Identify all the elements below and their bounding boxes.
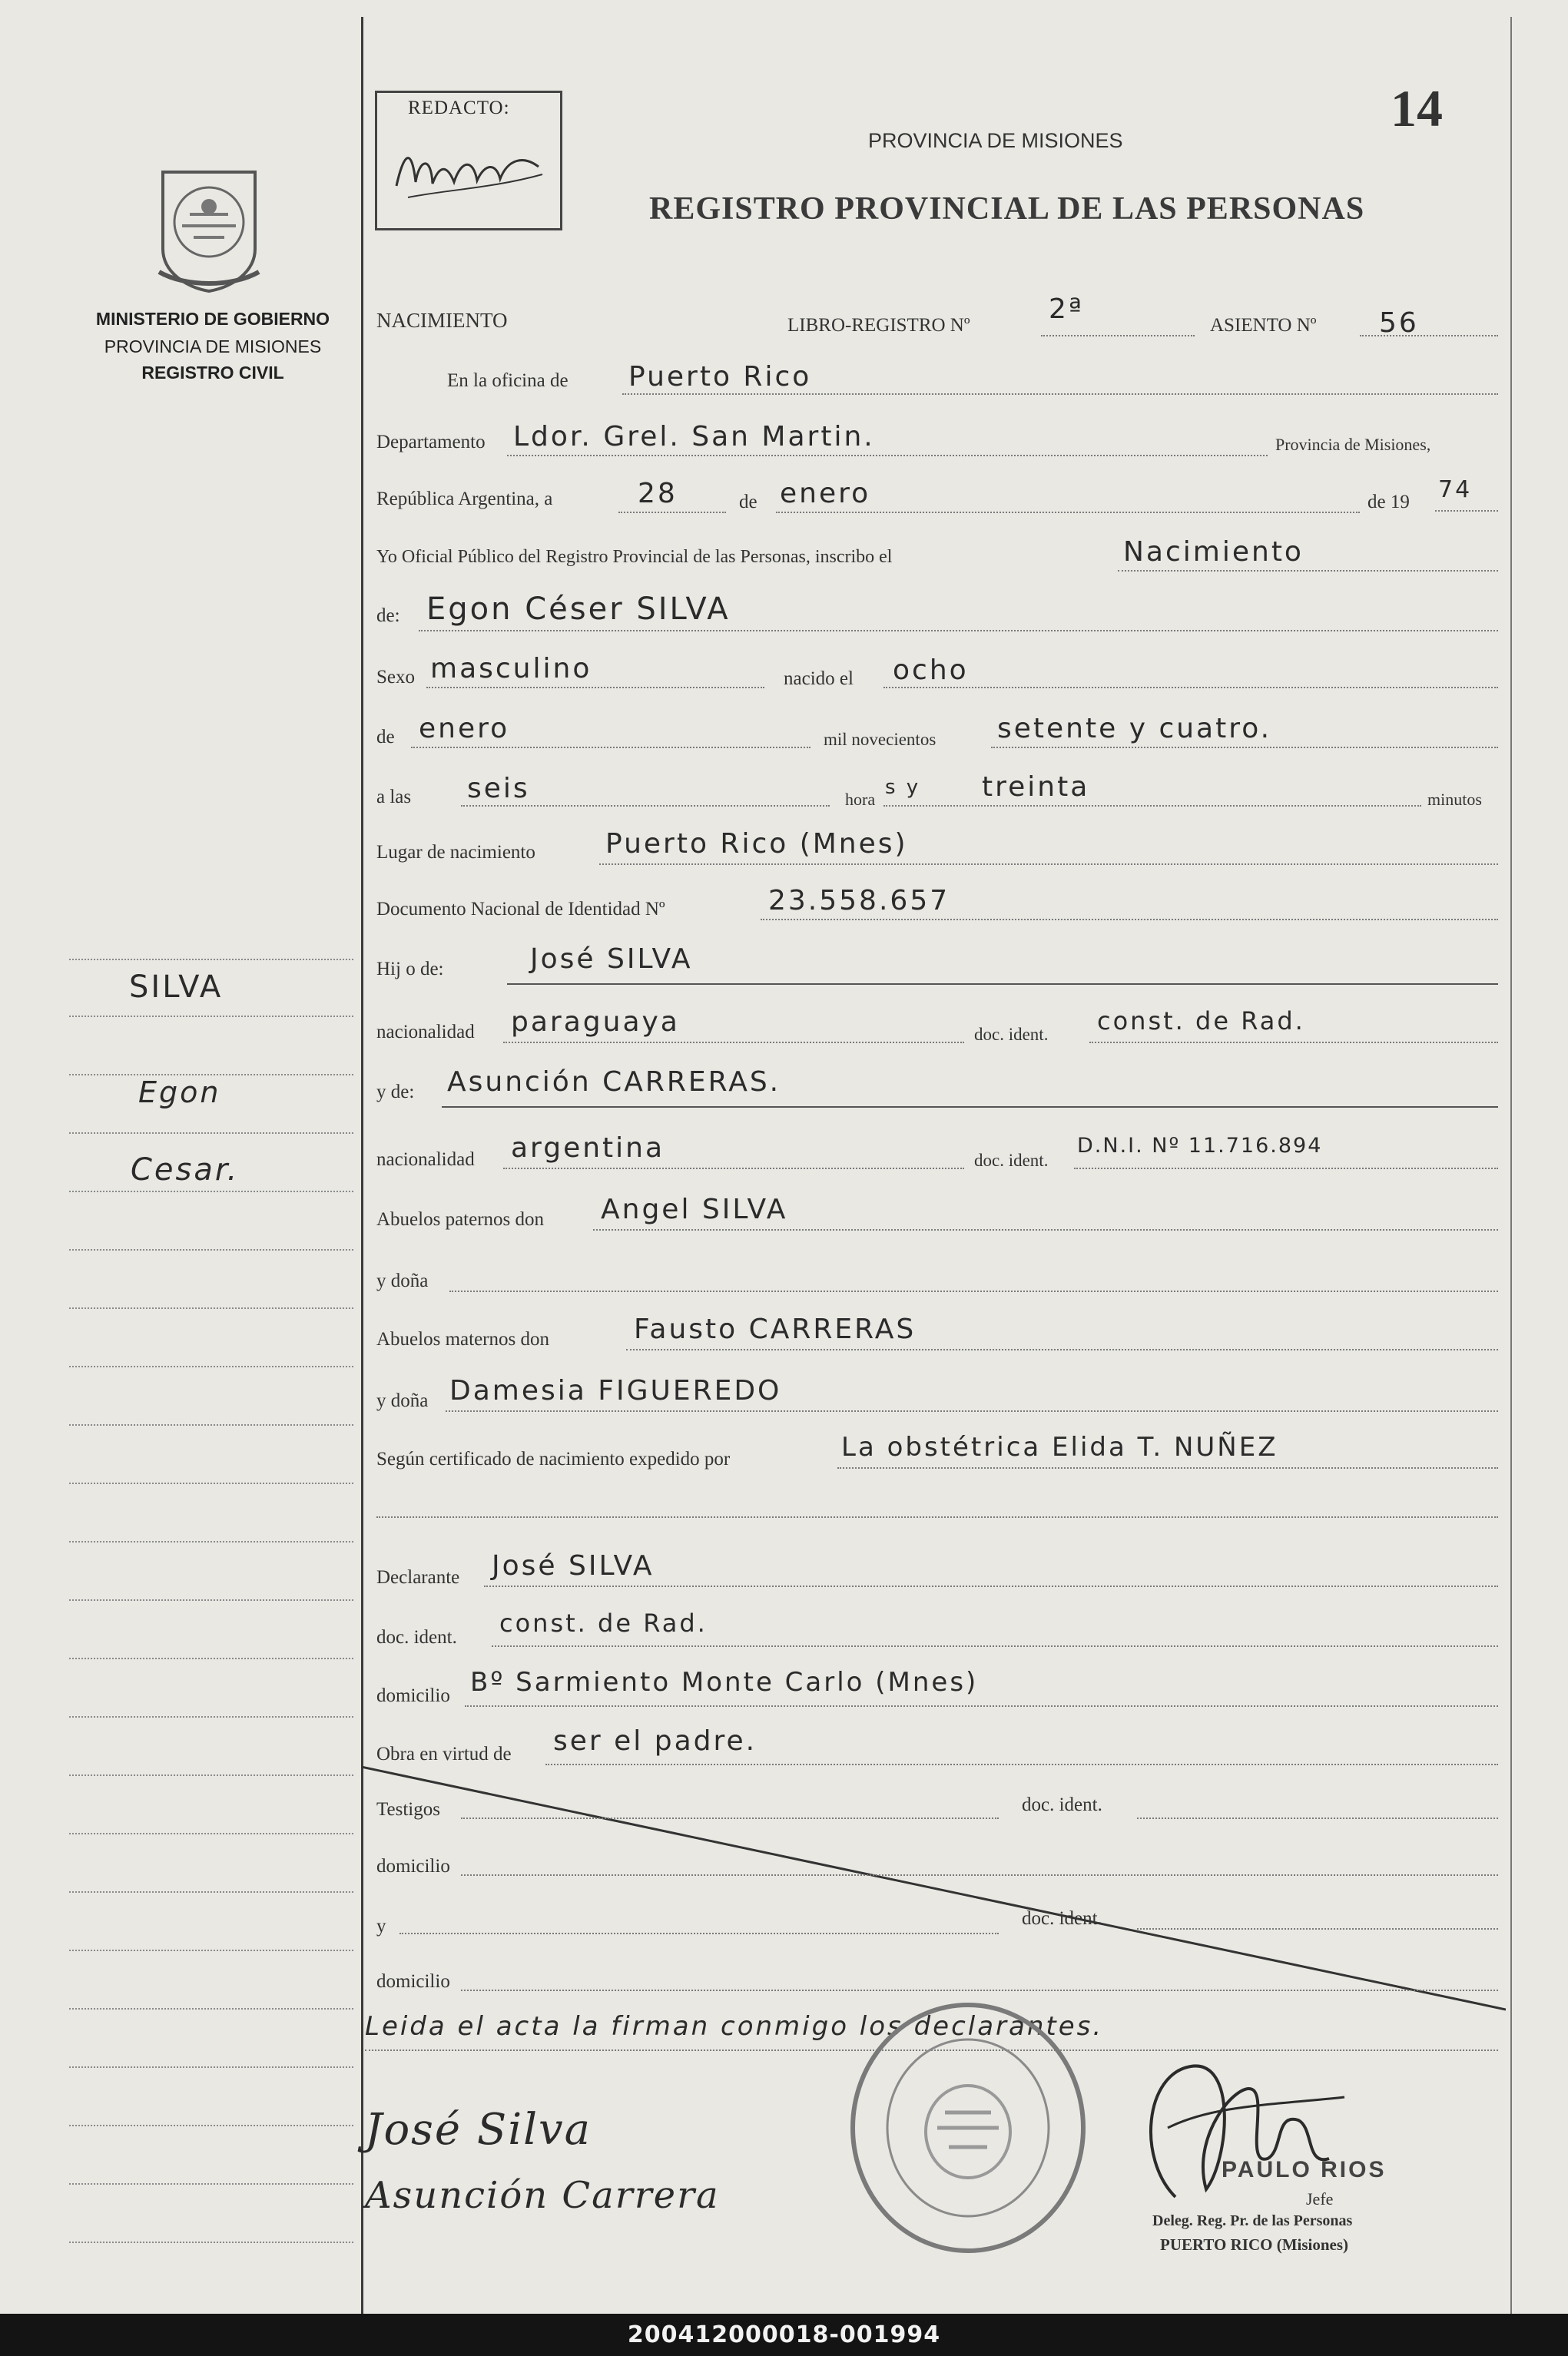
signature-asuncion: Asunción Carrera <box>365 2174 720 2217</box>
line-y-doc <box>1137 1928 1498 1930</box>
label-yo-oficial: Yo Oficial Público del Registro Provincial de las Personas, inscribo el <box>376 547 893 567</box>
official-stamp <box>845 1997 1091 2258</box>
label-provincia: Provincia de Misiones, <box>1275 435 1431 454</box>
label-abuelos-maternos: Abuelos maternos don <box>376 1329 549 1350</box>
label-y-dona-paterna: y doña <box>376 1271 429 1291</box>
margin-dotline <box>69 959 353 960</box>
line-segun <box>837 1467 1498 1469</box>
official-office: Deleg. Reg. Pr. de las Personas <box>1152 2212 1353 2229</box>
margin-dotline <box>69 1132 353 1134</box>
margin-dotline <box>69 1366 353 1367</box>
margin-dotline <box>69 1191 353 1192</box>
margin-dotline <box>69 1891 353 1893</box>
margin-dotline <box>69 2066 353 2068</box>
label-alas: a las <box>376 787 412 807</box>
label-testigos-domicilio: domicilio <box>376 1856 450 1877</box>
margin-dotline <box>69 1249 353 1251</box>
value-declarante-doc: const. de Rad. <box>499 1609 708 1638</box>
value-obra: ser el padre. <box>553 1725 757 1757</box>
margin-dotline <box>69 2183 353 2185</box>
line-mes <box>776 512 1360 513</box>
value-madre: Asunción CARRERAS. <box>447 1066 781 1098</box>
label-republica: República Argentina, a <box>376 489 553 509</box>
label-y-domicilio: domicilio <box>376 1971 450 1992</box>
header-province: PROVINCIA DE MISIONES <box>868 129 1123 152</box>
line-minutos <box>883 805 1421 807</box>
margin-dotline <box>69 1307 353 1309</box>
value-minutos: treinta <box>982 771 1090 803</box>
margin-dotline <box>69 1483 353 1484</box>
value-segun: La obstétrica Elida T. NUÑEZ <box>841 1432 1278 1463</box>
line-madre-nacionalidad <box>503 1168 964 1169</box>
line-lugar <box>599 863 1498 865</box>
margin-dotline <box>69 1424 353 1426</box>
value-padre-doc: const. de Rad. <box>1097 1006 1305 1036</box>
label-departamento: Departamento <box>376 432 486 452</box>
line-testigos-doc <box>1137 1818 1498 1819</box>
line-dia <box>618 512 726 513</box>
line-abuela-materna <box>446 1410 1498 1412</box>
label-madre-doc: doc. ident. <box>974 1151 1049 1170</box>
line-testigos-domicilio <box>461 1874 1498 1876</box>
line-testigos <box>461 1818 999 1819</box>
label-y-de: y de: <box>376 1082 415 1102</box>
value-sexo: masculino <box>430 653 592 684</box>
margin-dotline <box>69 2242 353 2243</box>
line-oficina <box>622 393 1498 395</box>
label-sexo: Sexo <box>376 667 415 688</box>
page-number: 14 <box>1391 79 1443 138</box>
line-mil <box>991 747 1498 748</box>
line-abuela-paterna <box>449 1291 1498 1292</box>
value-dni: 23.558.657 <box>768 885 950 916</box>
label-de-persona: de: <box>376 605 400 626</box>
line-departamento <box>507 455 1268 456</box>
line-declarante-doc <box>492 1645 1498 1647</box>
value-hora: s y <box>885 776 921 799</box>
value-padre: José SILVA <box>530 943 693 975</box>
line-declarante <box>484 1586 1498 1587</box>
label-lugar: Lugar de nacimiento <box>376 842 535 863</box>
margin-dotline <box>69 1541 353 1543</box>
value-abuelo-paterno: Angel SILVA <box>601 1194 788 1225</box>
value-oficina: Puerto Rico <box>628 361 812 393</box>
image-caption: 200412000018-001994 <box>0 2314 1568 2356</box>
line-nacido <box>883 687 1498 688</box>
line-alas <box>461 805 830 807</box>
value-libro: 2ª <box>1049 293 1084 325</box>
value-madre-nacionalidad: argentina <box>511 1132 665 1164</box>
label-nacimiento: NACIMIENTO <box>376 309 508 332</box>
label-declarante-doc: doc. ident. <box>376 1627 457 1648</box>
label-segun: Según certificado de nacimiento expedido por <box>376 1449 731 1470</box>
value-alas: seis <box>467 773 530 804</box>
margin-dotline <box>69 1833 353 1834</box>
label-dni: Documento Nacional de Identidad Nº <box>376 899 665 920</box>
margin-dotline <box>69 1599 353 1601</box>
label-de-enero: de <box>376 727 395 747</box>
value-abuelo-materno: Fausto CARRERAS <box>634 1314 917 1345</box>
line-madre-doc <box>1074 1168 1498 1169</box>
label-nacionalidad-madre: nacionalidad <box>376 1149 475 1170</box>
margin-name1: Egon <box>138 1075 221 1109</box>
header-title: REGISTRO PROVINCIAL DE LAS PERSONAS <box>649 191 1365 227</box>
label-testigos: Testigos <box>376 1799 440 1820</box>
margin-name2: Cesar. <box>131 1152 240 1188</box>
line-dni <box>761 919 1498 920</box>
line-abuelo-materno <box>626 1349 1498 1350</box>
redacto-box <box>375 91 562 230</box>
value-nacido: ocho <box>893 654 969 686</box>
line-libro <box>1041 335 1195 336</box>
label-testigos-doc: doc. ident. <box>1022 1794 1102 1815</box>
label-y-dona-materna: y doña <box>376 1390 429 1411</box>
ministry-line1: MINISTERIO DE GOBIERNO <box>95 309 330 329</box>
margin-dotline <box>69 1950 353 1951</box>
redacto-label: REDACTO: <box>408 98 510 118</box>
label-hijo: Hij o de: <box>376 959 444 979</box>
signature-jose: José Silva <box>365 2105 592 2155</box>
value-dia: 28 <box>638 478 678 509</box>
label-domicilio: domicilio <box>376 1685 450 1706</box>
value-madre-doc: D.N.I. Nº 11.716.894 <box>1077 1134 1323 1158</box>
margin-line-right <box>1510 17 1512 2314</box>
official-title: Jefe <box>1306 2189 1334 2209</box>
margin-dotline <box>69 1774 353 1776</box>
line-anio <box>1435 510 1498 512</box>
value-domicilio: Bº Sarmiento Monte Carlo (Mnes) <box>470 1667 979 1698</box>
label-oficina: En la oficina de <box>447 370 569 391</box>
label-y-doc: doc. ident. <box>1022 1908 1102 1929</box>
value-declarante: José SILVA <box>492 1550 655 1582</box>
label-de-mes: de <box>739 492 757 512</box>
value-leida: Leida el acta la firman conmigo los declarantes. <box>365 2011 1104 2042</box>
line-padre-nacionalidad <box>503 1042 964 1043</box>
value-mes: enero <box>780 478 871 509</box>
line-asiento <box>1360 335 1498 336</box>
value-inscribo: Nacimiento <box>1123 536 1304 568</box>
line-abuelo-paterno <box>593 1229 1498 1231</box>
official-place: PUERTO RICO (Misiones) <box>1160 2235 1349 2254</box>
ministry-line3: REGISTRO CIVIL <box>141 363 284 383</box>
line-padre-doc <box>1089 1042 1498 1043</box>
line-y-domicilio <box>461 1990 1498 1991</box>
label-libro: LIBRO-REGISTRO Nº <box>787 315 970 336</box>
margin-surname: SILVA <box>129 969 224 1005</box>
redacto-signature <box>385 128 554 213</box>
value-persona: Egon Céser SILVA <box>426 591 731 627</box>
label-padre-doc: doc. ident. <box>974 1025 1049 1044</box>
label-obra: Obra en virtud de <box>376 1744 512 1765</box>
ministry-line2: PROVINCIA DE MISIONES <box>104 336 322 356</box>
official-name: PAULO RIOS <box>1222 2157 1387 2182</box>
value-departamento: Ldor. Grel. San Martin. <box>513 421 875 452</box>
strike-through-diagonal <box>361 1765 1506 2011</box>
label-nacido: nacido el <box>784 668 854 689</box>
value-padre-nacionalidad: paraguaya <box>511 1006 680 1038</box>
line-padre <box>507 983 1498 985</box>
margin-dotline <box>69 1658 353 1659</box>
line-de-enero <box>411 747 811 748</box>
margin-dotline <box>69 1716 353 1718</box>
label-asiento: ASIENTO Nº <box>1210 315 1317 336</box>
label-mil: mil novecientos <box>824 730 936 749</box>
value-asiento: 56 <box>1379 307 1419 339</box>
line-segun-2 <box>376 1516 1498 1518</box>
label-declarante: Declarante <box>376 1567 460 1588</box>
value-anio: 74 <box>1438 476 1473 503</box>
label-minutos: minutos <box>1427 790 1482 809</box>
margin-dotline <box>69 1016 353 1017</box>
value-abuela-materna: Damesia FIGUEREDO <box>449 1375 782 1407</box>
line-domicilio <box>465 1705 1498 1707</box>
value-lugar: Puerto Rico (Mnes) <box>605 828 908 860</box>
margin-dotline <box>69 2008 353 2010</box>
line-madre <box>442 1106 1498 1108</box>
line-sexo <box>426 687 764 688</box>
label-nacionalidad-padre: nacionalidad <box>376 1022 475 1042</box>
line-persona <box>419 630 1498 631</box>
line-y <box>399 1933 999 1934</box>
value-de-enero: enero <box>419 713 510 744</box>
province-seal <box>148 157 270 295</box>
label-y: y <box>376 1916 386 1937</box>
line-inscribo <box>1118 570 1498 572</box>
margin-dotline <box>69 2125 353 2126</box>
value-mil: setente y cuatro. <box>997 713 1272 744</box>
label-abuelos-paternos: Abuelos paternos don <box>376 1209 545 1230</box>
label-anio: de 19 <box>1367 492 1410 512</box>
label-hora: hora <box>845 790 876 809</box>
